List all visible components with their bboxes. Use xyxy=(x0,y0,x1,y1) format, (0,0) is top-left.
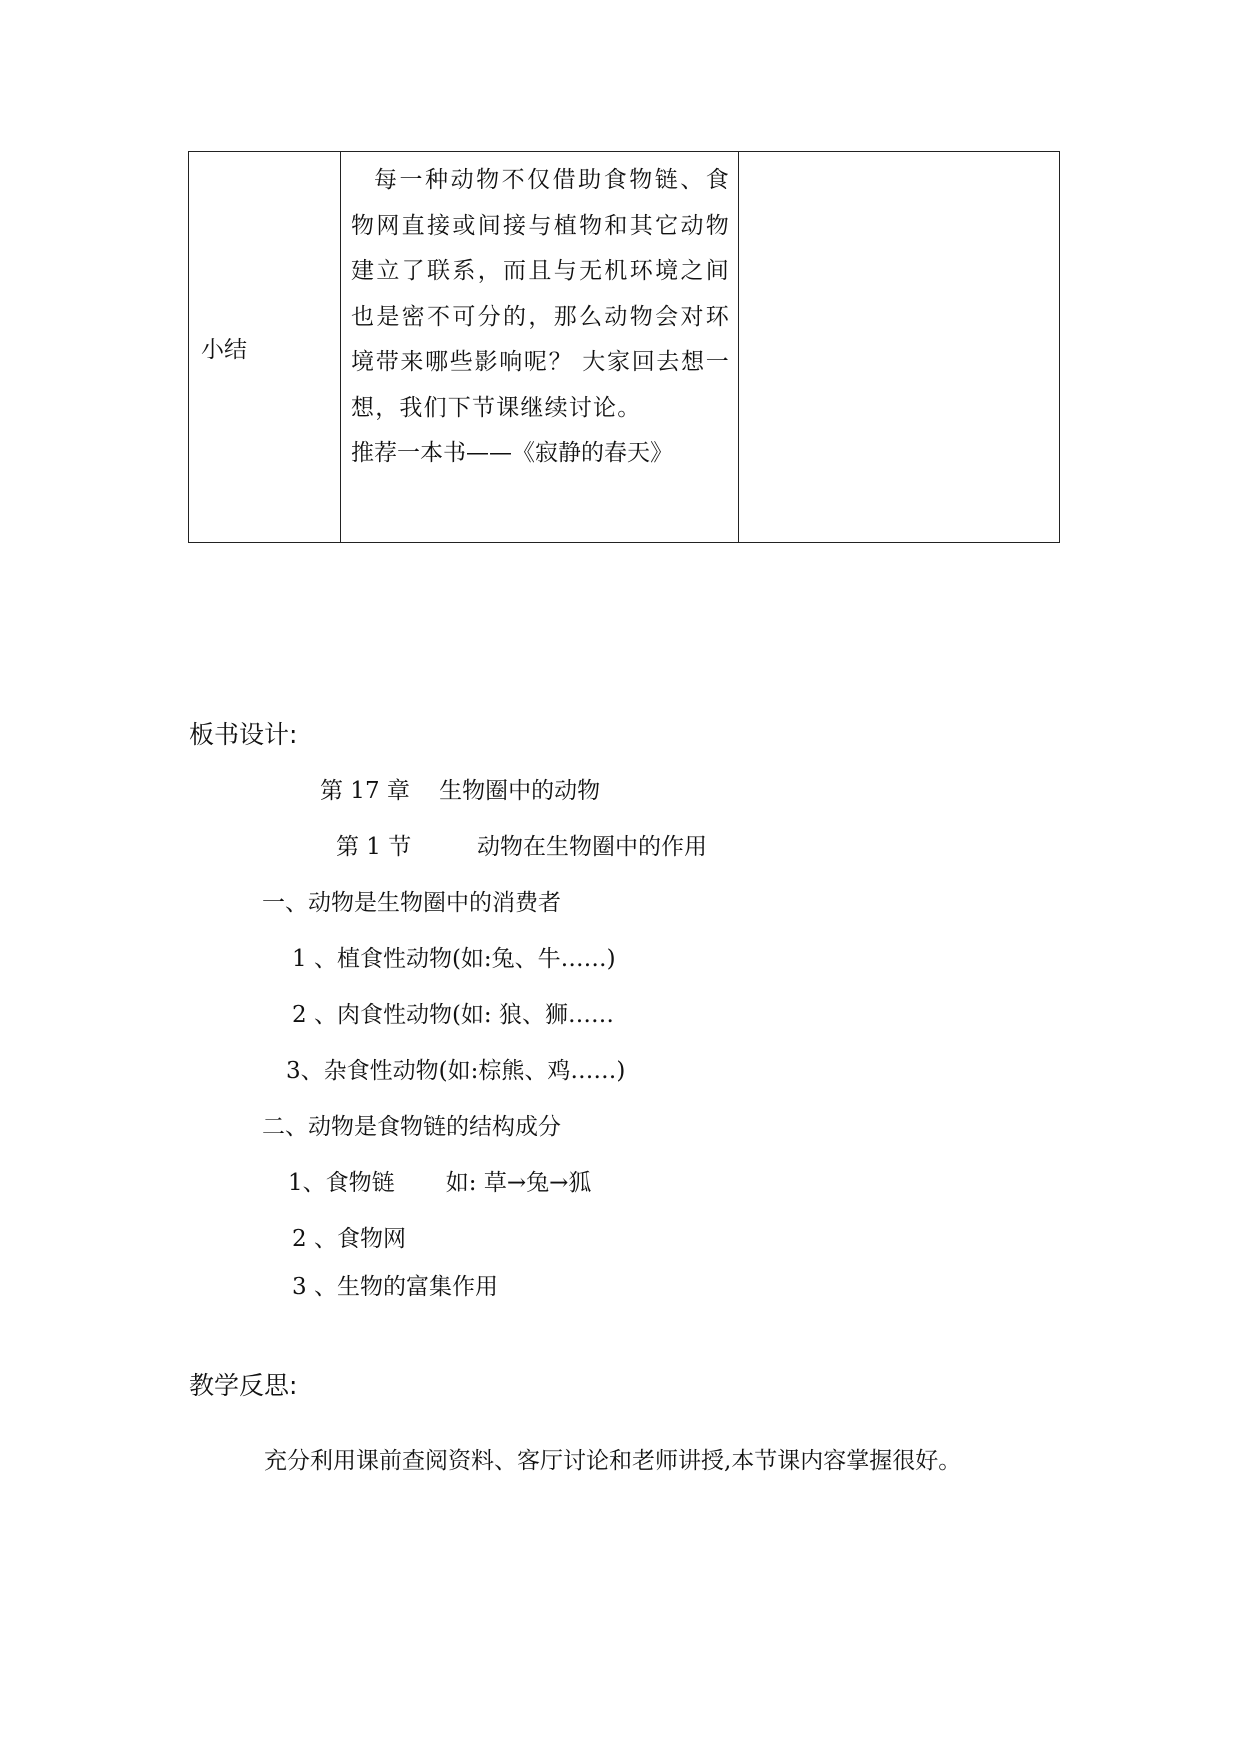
summary-label: 小结 xyxy=(201,336,247,363)
outline-item-1: 一、动物是生物圈中的消费者 xyxy=(262,890,561,916)
summary-row xyxy=(189,152,1060,543)
reflection-text: 充分利用课前查阅资料、客厅讨论和老师讲授,本节课内容掌握很好。 xyxy=(264,1448,962,1474)
summary-empty-cell xyxy=(739,152,1060,543)
book-recommendation: 推荐一本书——《寂静的春天》 xyxy=(351,440,673,466)
summary-label-cell xyxy=(189,152,341,543)
reflection-heading: 教学反思: xyxy=(189,1371,298,1400)
outline-subitem-2-3: 3 、生物的富集作用 xyxy=(292,1274,498,1300)
outline-subitem-1-1: 1 、植食性动物(如:兔、牛……) xyxy=(292,946,616,972)
chapter-title: 第 17 章 生物圈中的动物 xyxy=(320,778,601,804)
outline-subitem-1-2: 2 、肉食性动物(如: 狼、狮…… xyxy=(292,1002,614,1028)
outline-subitem-1-3: 3、杂食性动物(如:棕熊、鸡……) xyxy=(286,1058,626,1084)
summary-content-cell xyxy=(341,152,739,543)
outline-item-2: 二、动物是食物链的结构成分 xyxy=(262,1114,561,1140)
board-design-heading: 板书设计: xyxy=(189,720,298,749)
summary-content: 每一种动物不仅借助食物链、食物网直接或间接与植物和其它动物建立了联系，而且与无机环境之间也是密不可分的，那么动物会对环境带来哪些影响呢？ 大家回去想一想，我们下节课继续讨论。 xyxy=(351,167,730,421)
outline-subitem-2-1: 1、食物链 如: 草→兔→狐 xyxy=(288,1170,592,1196)
summary-table xyxy=(188,151,1060,543)
section-title: 第 1 节 动物在生物圈中的作用 xyxy=(336,834,708,860)
outline-subitem-2-2: 2 、食物网 xyxy=(292,1226,406,1252)
